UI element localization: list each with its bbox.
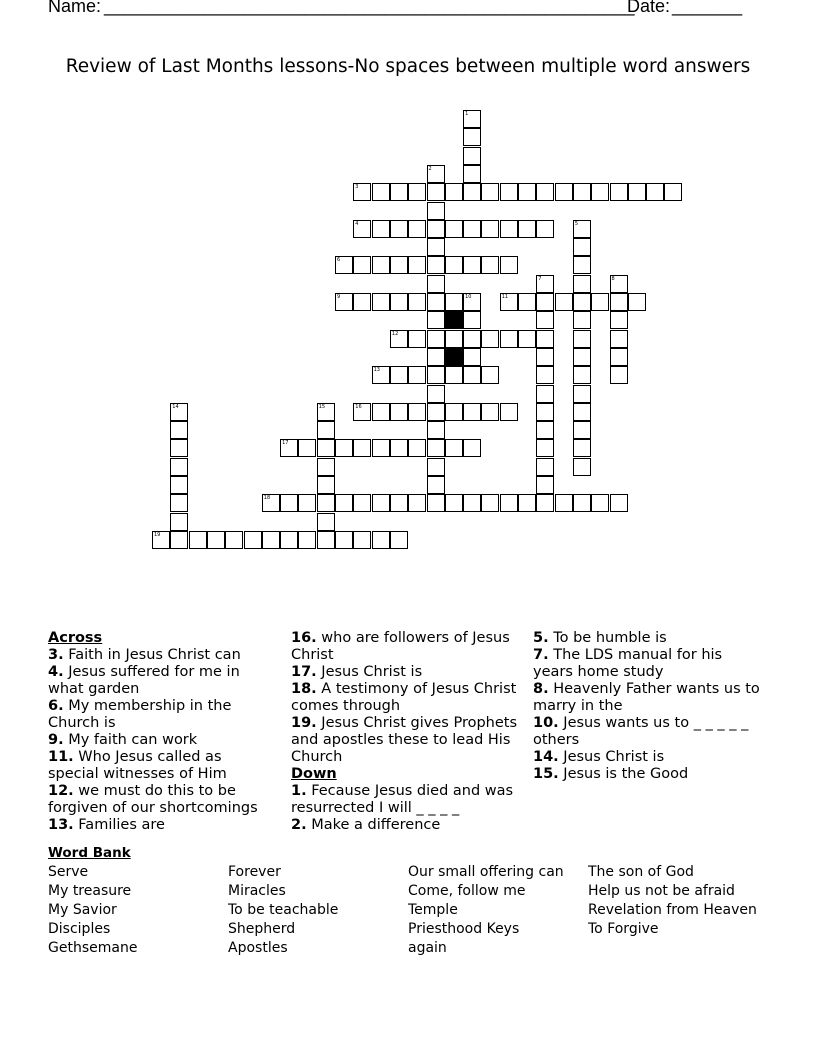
crossword-cell[interactable] (298, 494, 316, 512)
crossword-cell[interactable] (390, 330, 408, 348)
crossword-cell[interactable] (481, 494, 499, 512)
crossword-cell[interactable] (445, 183, 463, 201)
word-bank-item: Temple (408, 902, 458, 918)
crossword-cell[interactable] (445, 330, 463, 348)
crossword-cell[interactable] (500, 403, 518, 421)
word-bank-item: Revelation from Heaven (588, 902, 757, 918)
crossword-cell[interactable] (170, 439, 188, 457)
clue-number-label: 3. (48, 647, 64, 663)
crossword-cell[interactable] (573, 385, 591, 403)
clue-text: Jesus Christ is (321, 664, 423, 680)
crossword-cell[interactable] (555, 494, 573, 512)
crossword-cell[interactable] (591, 494, 609, 512)
crossword-cell[interactable] (408, 293, 426, 311)
crossword-cell[interactable] (317, 476, 335, 494)
name-label: Name: (48, 0, 102, 16)
word-bank-item: Shepherd (228, 921, 296, 937)
crossword-cell[interactable] (573, 293, 591, 311)
crossword-cell[interactable] (573, 458, 591, 476)
clue-text: Fecause Jesus died and was resurrected I will _ _ _ _ (291, 783, 514, 816)
crossword-cell[interactable] (372, 403, 390, 421)
word-bank-item: Forever (228, 864, 281, 880)
crossword-cell[interactable] (445, 439, 463, 457)
across-clue (48, 783, 274, 817)
clue-number-label: 7. (533, 647, 549, 663)
clues-col2 (291, 630, 521, 834)
clue-number-label: 9. (48, 732, 64, 748)
crossword-cell[interactable] (536, 183, 554, 201)
crossword-cell[interactable] (353, 293, 371, 311)
crossword-cell[interactable] (353, 403, 371, 421)
word-bank-item: Our small offering can (408, 864, 564, 880)
crossword-cell[interactable] (335, 293, 353, 311)
crossword-cell[interactable] (646, 183, 664, 201)
crossword-cell[interactable] (463, 330, 481, 348)
clue-text: The LDS manual for his years home study (533, 647, 723, 680)
across-clue (291, 664, 521, 681)
crossword-cell[interactable] (170, 476, 188, 494)
down-heading: Down (291, 766, 337, 782)
crossword-cell[interactable] (463, 256, 481, 274)
clue-number-label: 11. (48, 749, 74, 765)
crossword-cell[interactable] (610, 183, 628, 201)
crossword-cell[interactable] (408, 439, 426, 457)
down-clue (533, 749, 763, 766)
clue-number: 2 (428, 165, 432, 172)
down-clue (533, 715, 763, 749)
clue-number-label: 14. (533, 749, 559, 765)
clue-number: 3 (355, 184, 359, 191)
crossword-cell[interactable] (573, 238, 591, 256)
clue-text: Heavenly Father wants us to marry in the (533, 681, 760, 714)
clue-number-label: 12. (48, 783, 74, 799)
clue-number: 7 (538, 275, 542, 282)
crossword-cell[interactable] (372, 293, 390, 311)
crossword-cell[interactable] (408, 366, 426, 384)
clue-text: we must do this to be forgiven of our shortcomings (48, 783, 258, 816)
crossword-cell[interactable] (500, 330, 518, 348)
across-clue (48, 749, 274, 783)
word-bank-item: again (408, 940, 447, 956)
crossword-cell[interactable] (445, 293, 463, 311)
clue-number: 5 (574, 220, 579, 227)
crossword-cell[interactable] (500, 220, 518, 238)
crossword-cell[interactable] (244, 531, 262, 549)
crossword-cell[interactable] (372, 220, 390, 238)
crossword-cell[interactable] (445, 366, 463, 384)
crossword-cell[interactable] (610, 311, 628, 329)
clue-number-label: 2. (291, 817, 307, 833)
crossword-cell[interactable] (463, 165, 481, 183)
crossword-cell[interactable] (390, 293, 408, 311)
crossword-cell[interactable] (536, 366, 554, 384)
crossword-cell[interactable] (390, 183, 408, 201)
crossword-cell[interactable] (481, 256, 499, 274)
crossword-cell[interactable] (536, 421, 554, 439)
crossword-cell[interactable] (170, 494, 188, 512)
clue-number: 18 (263, 495, 271, 502)
crossword-cell[interactable] (463, 311, 481, 329)
crossword-cell[interactable] (573, 439, 591, 457)
crossword-cell[interactable] (481, 220, 499, 238)
crossword-cell[interactable] (317, 439, 335, 457)
crossword-cell[interactable] (536, 330, 554, 348)
across-clue (48, 817, 274, 834)
clue-number: 10 (465, 294, 472, 300)
crossword-cell[interactable] (335, 439, 353, 457)
crossword-cell[interactable] (573, 348, 591, 366)
clue-number: 14 (172, 403, 179, 410)
word-bank-item: To Forgive (588, 921, 659, 937)
crossword-cell[interactable] (408, 220, 426, 238)
crossword-cell[interactable] (573, 311, 591, 329)
crossword-cell[interactable] (518, 220, 536, 238)
crossword-block (445, 311, 463, 329)
crossword-cell[interactable] (317, 403, 335, 421)
crossword-cell[interactable] (317, 513, 335, 531)
crossword-cell[interactable] (427, 311, 445, 329)
crossword-cell[interactable] (427, 458, 445, 476)
crossword-cell[interactable] (298, 439, 316, 457)
across-clue (291, 681, 521, 715)
crossword-cell[interactable] (408, 330, 426, 348)
crossword-cell[interactable] (427, 238, 445, 256)
crossword-cell[interactable] (317, 458, 335, 476)
crossword-cell[interactable] (372, 494, 390, 512)
crossword-cell[interactable] (573, 256, 591, 274)
word-bank-column-3 (408, 863, 564, 958)
crossword-cell[interactable] (500, 293, 518, 311)
crossword-cell[interactable] (481, 183, 499, 201)
crossword-cell[interactable] (353, 256, 371, 274)
crossword-cell[interactable] (390, 256, 408, 274)
crossword-cell[interactable] (445, 256, 463, 274)
clue-number-label: 18. (291, 681, 317, 697)
crossword-cell[interactable] (427, 385, 445, 403)
down-clue (291, 817, 521, 834)
crossword-cell[interactable] (335, 256, 353, 274)
crossword-cell[interactable] (317, 421, 335, 439)
crossword-cell[interactable] (170, 458, 188, 476)
crossword-cell[interactable] (573, 330, 591, 348)
clue-text: Make a difference (311, 817, 441, 833)
crossword-cell[interactable] (500, 494, 518, 512)
crossword-cell[interactable] (536, 293, 554, 311)
crossword-cell[interactable] (463, 348, 481, 366)
crossword-cell[interactable] (463, 439, 481, 457)
clue-number: 19 (154, 531, 161, 538)
crossword-cell[interactable] (298, 531, 316, 549)
crossword-cell[interactable] (427, 330, 445, 348)
word-bank-item: Gethsemane (48, 940, 138, 956)
clue-number: 12 (391, 330, 399, 337)
clue-text: To be humble is (553, 630, 667, 646)
crossword-cell[interactable] (610, 494, 628, 512)
crossword-cell[interactable] (536, 348, 554, 366)
crossword-cell[interactable] (518, 293, 536, 311)
clue-number: 13 (373, 367, 380, 374)
word-bank-heading: Word Bank (48, 845, 131, 861)
crossword-cell[interactable] (463, 403, 481, 421)
word-bank-item: Help us not be afraid (588, 883, 735, 899)
crossword-cell[interactable] (610, 275, 628, 293)
clue-number-label: 8. (533, 681, 549, 697)
clue-text: Jesus suffered for me in what garden (48, 664, 240, 697)
crossword-cell[interactable] (628, 183, 646, 201)
across-clue (48, 664, 274, 698)
crossword-cell[interactable] (427, 403, 445, 421)
crossword-cell[interactable] (408, 183, 426, 201)
crossword-cell[interactable] (445, 494, 463, 512)
down-clue (533, 766, 763, 783)
crossword-cell[interactable] (536, 220, 554, 238)
crossword-cell[interactable] (591, 183, 609, 201)
crossword-cell[interactable] (427, 476, 445, 494)
crossword-cell[interactable] (390, 531, 408, 549)
crossword-cell[interactable] (353, 439, 371, 457)
clue-text: Jesus Christ gives Prophets and apostles these to lead His Church (291, 715, 518, 765)
crossword-cell[interactable] (427, 439, 445, 457)
crossword-cell[interactable] (427, 494, 445, 512)
crossword-cell[interactable] (555, 293, 573, 311)
clue-number: 15 (318, 403, 326, 410)
clue-text: Faith in Jesus Christ can (68, 647, 241, 663)
crossword-cell[interactable] (170, 531, 188, 549)
clue-number-label: 16. (291, 630, 317, 646)
crossword-cell[interactable] (573, 183, 591, 201)
across-clue (48, 647, 274, 664)
crossword-cell[interactable] (463, 183, 481, 201)
crossword-cell[interactable] (390, 494, 408, 512)
crossword-cell[interactable] (390, 366, 408, 384)
crossword-cell[interactable] (536, 385, 554, 403)
crossword-cell[interactable] (427, 202, 445, 220)
crossword-cell[interactable] (427, 256, 445, 274)
word-bank-item: Priesthood Keys (408, 921, 520, 937)
crossword-cell[interactable] (408, 403, 426, 421)
crossword-cell[interactable] (463, 128, 481, 146)
crossword-cell[interactable] (536, 439, 554, 457)
crossword-cell[interactable] (518, 183, 536, 201)
clue-number: 16 (355, 403, 362, 410)
crossword-cell[interactable] (152, 531, 170, 549)
crossword-cell[interactable] (280, 494, 298, 512)
page-title: Review of Last Months lessons-No spaces between multiple word answers (65, 56, 751, 77)
crossword-cell[interactable] (591, 293, 609, 311)
crossword-cell[interactable] (262, 494, 280, 512)
crossword-cell[interactable] (427, 293, 445, 311)
crossword-cell[interactable] (573, 421, 591, 439)
crossword-cell[interactable] (500, 256, 518, 274)
clue-number: 17 (282, 440, 289, 447)
down-clue (291, 783, 521, 817)
across-clues-col1 (48, 630, 274, 834)
crossword-cell[interactable] (463, 147, 481, 165)
crossword-cell[interactable] (353, 494, 371, 512)
crossword-cell[interactable] (610, 348, 628, 366)
crossword-cell[interactable] (262, 531, 280, 549)
word-bank-item: My Savior (48, 902, 117, 918)
clue-text: Jesus wants us to _ _ _ _ _ others (533, 715, 749, 748)
crossword-cell[interactable] (335, 494, 353, 512)
clue-number: 8 (611, 275, 615, 282)
name-line[interactable]: _____________________________________________________ (104, 0, 635, 16)
crossword-cell[interactable] (481, 366, 499, 384)
crossword-cell[interactable] (372, 366, 390, 384)
word-bank-item: Serve (48, 864, 89, 880)
crossword-cell[interactable] (317, 531, 335, 549)
crossword-cell[interactable] (372, 531, 390, 549)
crossword-cell[interactable] (427, 183, 445, 201)
crossword-cell[interactable] (664, 183, 682, 201)
down-clue (533, 630, 763, 647)
crossword-cell[interactable] (372, 256, 390, 274)
crossword-cell[interactable] (573, 403, 591, 421)
crossword-cell[interactable] (408, 256, 426, 274)
crossword-cell[interactable] (427, 275, 445, 293)
crossword-cell[interactable] (555, 183, 573, 201)
crossword-cell[interactable] (207, 531, 225, 549)
clue-text: who are followers of Jesus Christ (291, 630, 510, 663)
clue-text: A testimony of Jesus Christ comes through (291, 681, 517, 714)
crossword-cell[interactable] (335, 531, 353, 549)
across-heading: Across (48, 630, 103, 646)
crossword-cell[interactable] (427, 165, 445, 183)
crossword-cell[interactable] (390, 439, 408, 457)
crossword-cell[interactable] (353, 220, 371, 238)
crossword-cell[interactable] (170, 421, 188, 439)
clue-number-label: 1. (291, 783, 307, 799)
crossword-cell[interactable] (280, 439, 298, 457)
crossword-cell[interactable] (610, 330, 628, 348)
crossword-cell[interactable] (225, 531, 243, 549)
word-bank-column-4 (588, 863, 757, 939)
down-clues-col3 (533, 630, 763, 783)
crossword-cell[interactable] (408, 494, 426, 512)
crossword-cell[interactable] (427, 421, 445, 439)
across-clue (291, 715, 521, 766)
crossword-cell[interactable] (463, 220, 481, 238)
crossword-cell[interactable] (536, 311, 554, 329)
crossword-cell[interactable] (170, 513, 188, 531)
clue-number-label: 13. (48, 817, 74, 833)
crossword-cell[interactable] (445, 403, 463, 421)
clue-number: 11 (501, 294, 509, 300)
crossword-cell[interactable] (353, 183, 371, 201)
clue-text: My membership in the Church is (48, 698, 232, 731)
word-bank-item: To be teachable (228, 902, 339, 918)
down-clue (533, 647, 763, 681)
crossword-cell[interactable] (353, 531, 371, 549)
crossword-cell[interactable] (610, 366, 628, 384)
word-bank-column-2 (228, 863, 338, 958)
crossword-cell[interactable] (573, 220, 591, 238)
clue-text: Jesus Christ is (563, 749, 665, 765)
clue-number-label: 10. (533, 715, 559, 731)
crossword-cell[interactable] (573, 275, 591, 293)
word-bank-item: Miracles (228, 883, 286, 899)
clue-text: My faith can work (68, 732, 198, 748)
word-bank-item: My treasure (48, 883, 132, 899)
clue-number-label: 17. (291, 664, 317, 680)
crossword-cell[interactable] (481, 330, 499, 348)
crossword-cell[interactable] (573, 366, 591, 384)
crossword-cell[interactable] (372, 183, 390, 201)
crossword-cell[interactable] (500, 183, 518, 201)
clue-number-label: 5. (533, 630, 549, 646)
word-bank-column-1 (48, 863, 137, 958)
clue-number-label: 19. (291, 715, 317, 731)
clue-text: Families are (78, 817, 165, 833)
crossword-cell[interactable] (463, 494, 481, 512)
crossword-cell[interactable] (427, 220, 445, 238)
crossword-cell[interactable] (427, 366, 445, 384)
word-bank-item: The son of God (588, 864, 694, 880)
crossword-cell[interactable] (536, 458, 554, 476)
word-bank-item: Come, follow me (408, 883, 526, 899)
clue-number: 6 (337, 257, 341, 264)
crossword-cell[interactable] (610, 293, 628, 311)
crossword-cell[interactable] (481, 403, 499, 421)
crossword-cell[interactable] (463, 110, 481, 128)
clue-text: Who Jesus called as special witnesses of Him (48, 749, 227, 782)
across-clue (291, 630, 521, 664)
crossword-cell[interactable] (372, 439, 390, 457)
crossword-cell[interactable] (390, 220, 408, 238)
crossword-cell[interactable] (628, 293, 646, 311)
crossword-cell[interactable] (170, 403, 188, 421)
word-bank-item: Disciples (48, 921, 111, 937)
crossword-cell[interactable] (536, 476, 554, 494)
crossword-cell[interactable] (189, 531, 207, 549)
crossword-cell[interactable] (536, 403, 554, 421)
down-clue (533, 681, 763, 715)
clue-number: 4 (355, 220, 359, 227)
clue-number: 1 (465, 111, 469, 117)
crossword-block (445, 348, 463, 366)
clue-number-label: 4. (48, 664, 64, 680)
crossword-cell[interactable] (463, 293, 481, 311)
crossword-cell[interactable] (536, 275, 554, 293)
clue-text: Jesus is the Good (563, 766, 689, 782)
clue-number: 9 (337, 294, 341, 300)
date-line[interactable]: _______ (672, 0, 743, 16)
crossword-cell[interactable] (317, 494, 335, 512)
across-clue (48, 732, 274, 749)
crossword-cell[interactable] (280, 531, 298, 549)
word-bank-item: Apostles (228, 940, 288, 956)
crossword-cell[interactable] (518, 494, 536, 512)
crossword-cell[interactable] (463, 366, 481, 384)
date-label: Date: (627, 0, 671, 16)
clue-number-label: 15. (533, 766, 559, 782)
across-clue (48, 698, 274, 732)
crossword-cell[interactable] (390, 403, 408, 421)
clue-number-label: 6. (48, 698, 64, 714)
crossword-cell[interactable] (573, 494, 591, 512)
crossword-cell[interactable] (518, 330, 536, 348)
crossword-cell[interactable] (427, 348, 445, 366)
crossword-cell[interactable] (445, 220, 463, 238)
crossword-cell[interactable] (536, 494, 554, 512)
